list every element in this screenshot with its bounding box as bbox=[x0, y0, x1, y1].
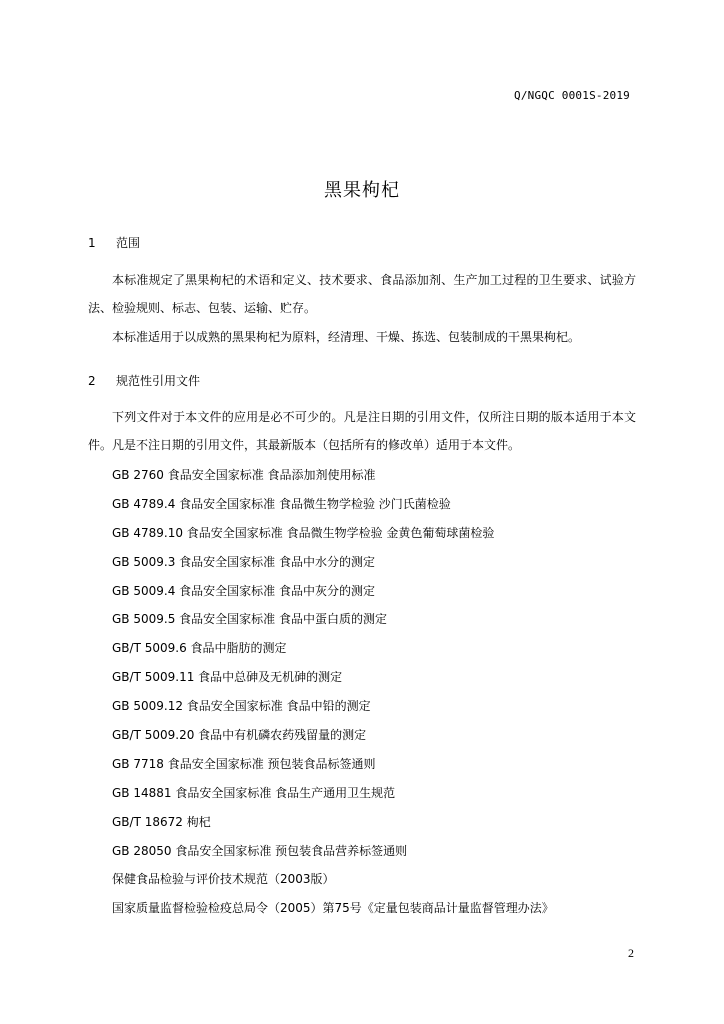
section-title: 规范性引用文件 bbox=[116, 374, 201, 388]
page-number: 2 bbox=[628, 946, 634, 960]
reference-item: GB 14881 食品安全国家标准 食品生产通用卫生规范 bbox=[112, 785, 396, 800]
section-number: 1 bbox=[88, 236, 96, 250]
section-heading-normative-references bbox=[88, 372, 200, 389]
reference-item: GB/T 5009.11 食品中总砷及无机砷的测定 bbox=[112, 670, 343, 685]
section-number: 2 bbox=[88, 374, 96, 388]
scope-paragraph-1: 本标准规定了黑果枸杞的术语和定义、技术要求、食品添加剂、生产加工过程的卫生要求、试验方法、检验规则、标志、包装、运输、贮存。 bbox=[88, 273, 636, 315]
standard-code: Q/NGQC 0001S-2019 bbox=[514, 89, 630, 102]
reference-item: GB 5009.4 食品安全国家标准 食品中灰分的测定 bbox=[112, 583, 375, 598]
reference-item: GB 4789.4 食品安全国家标准 食品微生物学检验 沙门氏菌检验 bbox=[112, 496, 451, 511]
scope-paragraph-2: 本标准适用于以成熟的黑果枸杞为原料，经清理、干燥、拣选、包装制成的干黑果枸杞。 bbox=[112, 330, 581, 344]
document-title: 黑果枸杞 bbox=[324, 180, 400, 201]
reference-item: GB 4789.10 食品安全国家标准 食品微生物学检验 金黄色葡萄球菌检验 bbox=[112, 525, 495, 540]
reference-item: GB/T 5009.6 食品中脂肪的测定 bbox=[112, 641, 287, 656]
reference-item: GB/T 5009.20 食品中有机磷农药残留量的测定 bbox=[112, 728, 367, 743]
reference-item: GB 28050 食品安全国家标准 预包装食品营养标签通则 bbox=[112, 843, 408, 858]
reference-item: GB 7718 食品安全国家标准 预包装食品标签通则 bbox=[112, 756, 376, 771]
references-intro-paragraph: 下列文件对于本文件的应用是必不可少的。凡是注日期的引用文件，仅所注日期的版本适用于本文件。凡是不注日期的引用文件，其最新版本（包括所有的修改单）适用于本文件。 bbox=[88, 410, 636, 452]
reference-item: 保健食品检验与评价技术规范（2003版） bbox=[112, 872, 335, 887]
reference-item: GB 5009.5 食品安全国家标准 食品中蛋白质的测定 bbox=[112, 612, 387, 627]
reference-item: GB 5009.3 食品安全国家标准 食品中水分的测定 bbox=[112, 554, 375, 569]
reference-item: GB 5009.12 食品安全国家标准 食品中铅的测定 bbox=[112, 699, 371, 714]
section-heading-scope bbox=[88, 234, 140, 251]
reference-item: GB 2760 食品安全国家标准 食品添加剂使用标准 bbox=[112, 468, 376, 482]
reference-item: GB/T 18672 枸杞 bbox=[112, 814, 211, 829]
reference-list bbox=[112, 461, 554, 923]
reference-item: 国家质量监督检验检疫总局令（2005）第75号《定量包装商品计量监督管理办法》 bbox=[112, 901, 554, 916]
section-title: 范围 bbox=[116, 236, 141, 250]
